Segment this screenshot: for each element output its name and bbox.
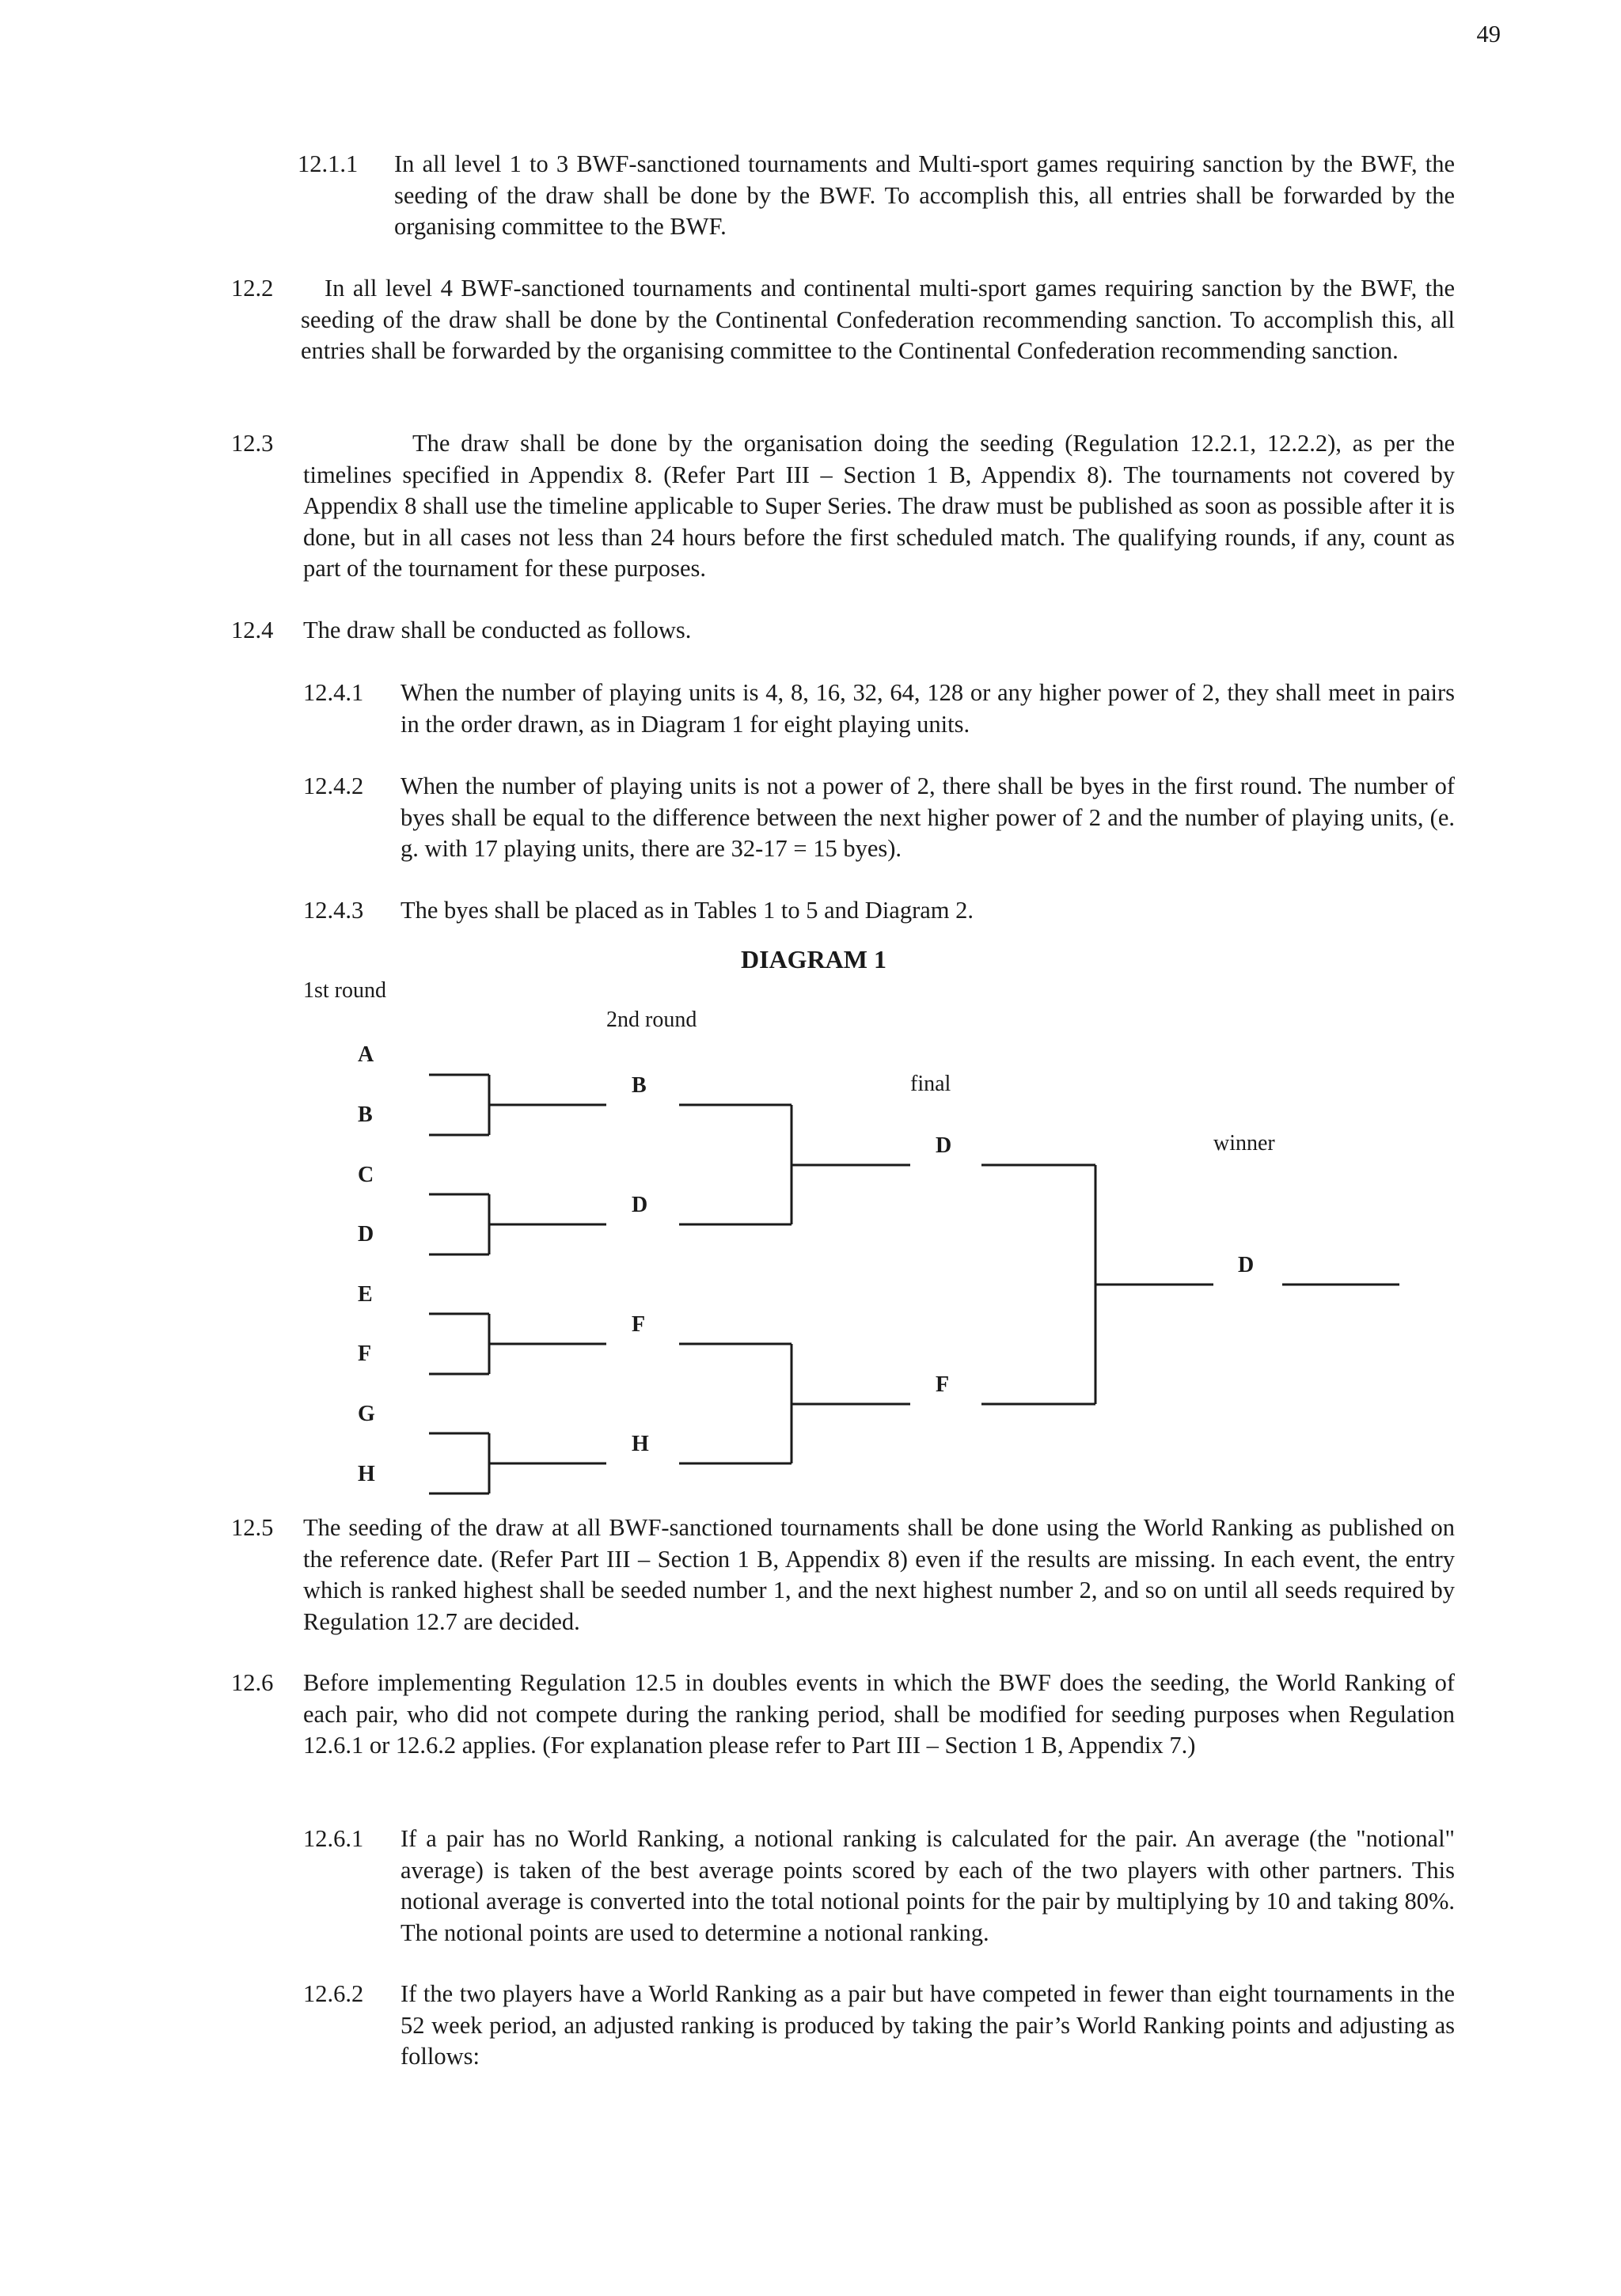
section-text: In all level 1 to 3 BWF-sanctioned tournaments and Multi-sport games requiring sanction by the BWF, the seeding of the draw shall be done by the BWF. To accomplish this, all entries shall be forwarded by the organising committee to the BWF. xyxy=(394,150,1455,240)
section-number: 12.4.2 xyxy=(303,772,364,799)
round1-bracket-ef xyxy=(429,1314,606,1374)
diagram-title: DIAGRAM 1 xyxy=(741,945,886,973)
section-number: 12.4.1 xyxy=(303,679,364,706)
label-first-round: 1st round xyxy=(303,978,386,1003)
round2-bracket-bottom xyxy=(679,1344,910,1463)
section-text: If a pair has no World Ranking, a notional ranking is calculated for the pair. An average (the "notional" average) is taken of the best average points scored by each of the two players with other partners. This notional average is converted into the total notional points for the pair by multiplying by 10 and taking 80%. The notional points are used to determine a notional ranking. xyxy=(401,1825,1455,1946)
round1-bracket-cd xyxy=(429,1194,606,1254)
final-entry: F xyxy=(936,1372,950,1397)
bracket-diagram xyxy=(0,934,1621,1535)
section-number: 12.2 xyxy=(231,275,274,302)
section-number: 12.4.3 xyxy=(303,897,364,924)
section-text: If the two players have a World Ranking as a pair but have competed in fewer than eight tournaments in the 52 week period, an adjusted ranking is produced by taking the pair’s World Ranking points and adjusting as follows: xyxy=(401,1980,1455,2070)
round1-bracket-gh xyxy=(429,1433,606,1493)
first-round-entry: B xyxy=(358,1102,373,1127)
section-text: When the number of playing units is 4, 8, 16, 32, 64, 128 or any higher power of 2, they shall meet in pairs in the order drawn, as in Diagram 1 for eight playing units. xyxy=(401,679,1455,738)
section-number: 12.4 xyxy=(231,617,274,643)
section-text: When the number of playing units is not a power of 2, there shall be byes in the first round. The number of byes shall be equal to the difference between the next higher power of 2 and the number of playing units, (e. g. with 17 playing units, there are 32-17 = 15 byes). xyxy=(401,772,1455,862)
first-round-entry: F xyxy=(358,1342,372,1366)
section-text: The byes shall be placed as in Tables 1 to 5 and Diagram 2. xyxy=(401,897,974,924)
section-number: 12.5 xyxy=(231,1514,274,1541)
section-number: 12.6.1 xyxy=(303,1825,364,1852)
second-round-entry: F xyxy=(632,1312,646,1337)
section-number: 12.1.1 xyxy=(298,150,359,177)
section-number: 12.6 xyxy=(231,1669,274,1696)
section-text: The draw shall be conducted as follows. xyxy=(303,617,692,643)
final-bracket xyxy=(981,1165,1213,1404)
section-number: 12.6.2 xyxy=(303,1980,364,2007)
second-round-entry: B xyxy=(632,1073,647,1098)
label-final: final xyxy=(910,1072,951,1096)
first-round-entry: C xyxy=(358,1163,374,1187)
first-round-entry: E xyxy=(358,1282,373,1307)
first-round-entry: H xyxy=(358,1462,375,1486)
label-second-round: 2nd round xyxy=(606,1008,697,1032)
round1-bracket-ab xyxy=(429,1075,606,1135)
first-round-entry: A xyxy=(358,1042,374,1067)
second-round-entry: D xyxy=(632,1193,648,1217)
page-number: 49 xyxy=(1476,21,1501,47)
label-winner: winner xyxy=(1213,1131,1275,1156)
first-round-entry: D xyxy=(358,1222,374,1247)
section-text: The draw shall be done by the organisation doing the seeding (Regulation 12.2.1, 12.2.2), as per the timelines specified in Appendix 8. (Refer Part III – Section 1 B, Appendix 8). The tournaments not covered by Appendix 8 shall use the timeline applicable to Super Series. The draw must be published as soon as possible after it is done, but in all cases not less than 24 hours before the first scheduled match. The qualifying rounds, if any, count as part of the tournament for these purposes. xyxy=(303,430,1455,582)
round2-bracket-top xyxy=(679,1105,910,1224)
section-text: Before implementing Regulation 12.5 in doubles events in which the BWF does the seeding, the World Ranking of each pair, who did not compete during the ranking period, shall be modified for seeding purposes when Regulation 12.6.1 or 12.6.2 applies. (For explanation please refer to Part III – Section 1 B, Appendix 7.) xyxy=(303,1669,1455,1759)
section-text: In all level 4 BWF-sanctioned tournaments and continental multi-sport games requiring sanction by the BWF, the seeding of the draw shall be done by the Continental Confederation recommending sanction. To accomplish this, all entries shall be forwarded by the organising committee to the Continental Confederation recommending sanction. xyxy=(301,275,1455,364)
section-text: The seeding of the draw at all BWF-sanctioned tournaments shall be done using the World Ranking as published on the reference date. (Refer Part III – Section 1 B, Appendix 8) even if the results are missing. In each event, the entry which is ranked highest shall be seeded number 1, and the next highest number 2, and so on until all seeds required by Regulation 12.7 are decided. xyxy=(303,1514,1455,1635)
section-number: 12.3 xyxy=(231,430,274,457)
winner-entry: D xyxy=(1238,1253,1255,1277)
first-round-entry: G xyxy=(358,1402,375,1426)
final-entry: D xyxy=(936,1133,952,1158)
second-round-entry: H xyxy=(632,1432,649,1456)
